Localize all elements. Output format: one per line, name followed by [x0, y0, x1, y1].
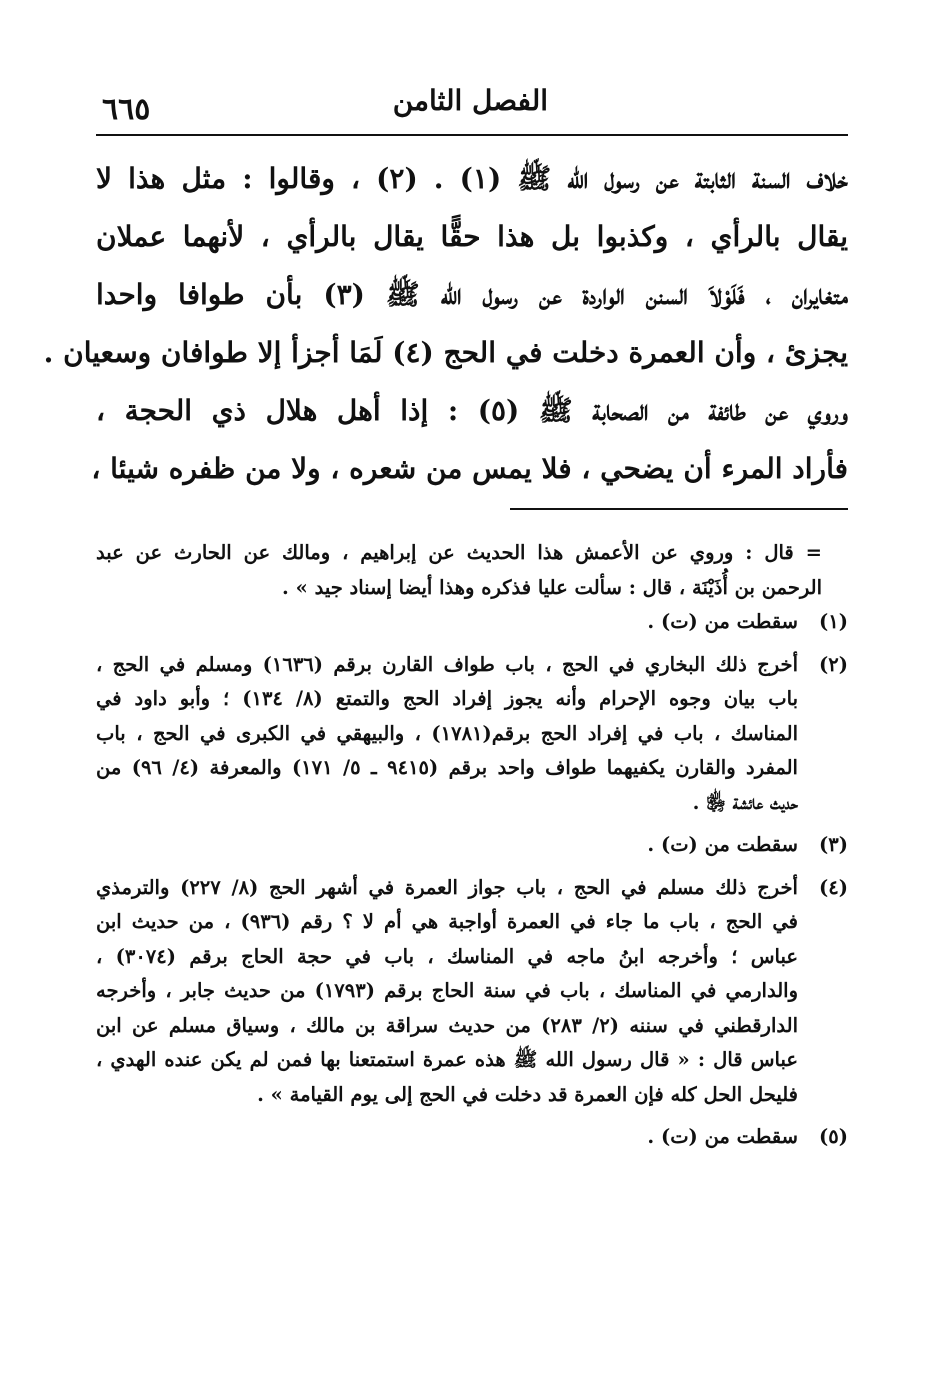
header-rule — [96, 134, 848, 136]
footnote-separator — [510, 508, 848, 510]
footnotes — [96, 536, 848, 1155]
footnote-line: أخرج ذلك مسلم في الحج ، باب جواز العمرة في أشهر الحج (٨/ ٢٢٧) والترمذي — [96, 875, 798, 899]
footnote-line: حديث عائشة ﵂ . — [692, 790, 798, 814]
main-text-line: يجزئ ، وأن العمرة دخلت في الحج (٤) لَمَا أجزأ إلا طوافان وسعيان . — [43, 336, 848, 369]
footnote-line: فليحل الحل كله فإن العمرة قد دخلت في الحج إلى يوم القيامة » . — [257, 1082, 798, 1106]
footnote-line: = قال : وروي عن الأعمش هذا الحديث عن إبراهيم ، ومالك عن الحارث عن عبد — [96, 541, 822, 564]
footnote-continuation — [96, 536, 848, 605]
footnote-number: (٢) — [819, 652, 848, 676]
page-header — [96, 78, 848, 132]
footnote-number: (٣) — [819, 833, 848, 856]
main-text — [43, 150, 849, 498]
main-text-line: خلاف السنة الثابتة عن رسول الله ﷺ (١) . (٢) ، وقالوا : مثل هذا لا — [96, 162, 849, 195]
footnote-line: باب بيان وجوه الإحرام وأنه يجوز إفراد الحج والتمتع (٨/ ١٣٤) ؛ وأبو داود في — [96, 687, 798, 710]
footnote-5 — [96, 1120, 848, 1155]
footnote-line: المناسك ، باب في إفراد الحج برقم(١٧٨١) ، والبيهقي في الكبرى في الحج ، باب — [96, 721, 799, 745]
footnote-line: سقطت من (ت) . — [647, 833, 798, 856]
chapter-title: الفصل الثامن — [392, 84, 548, 117]
footnote-1 — [96, 605, 848, 640]
footnote-2 — [96, 648, 848, 821]
footnote-number: (١) — [819, 610, 848, 633]
main-text-line: فأراد المرء أن يضحي ، فلا يمس من شعره ، ولا من ظفره شيئا ، — [91, 452, 848, 485]
footnote-line: سقطت من (ت) . — [647, 1125, 798, 1148]
page-number: ٦٦٥ — [102, 92, 151, 127]
footnote-line: عباس قال : « قال رسول الله ﷺ هذه عمرة استمتعنا بها فمن لم يكن عنده الهدي ، — [96, 1048, 798, 1071]
footnote-3 — [96, 828, 848, 863]
footnote-line: الرحمن بن أُذَيْنَة ، قال : سألت عليا فذكره وهذا أيضا إسناد جيد » . — [282, 575, 822, 599]
main-text-line: يقال بالرأي ، وكذبوا بل هذا حقًّا يقال بالرأي ، لأنهما عملان — [96, 220, 848, 253]
footnote-line: والدارمي في المناسك ، باب في سنة الحاج برقم (١٧٩٣) من حديث جابر ، وأخرجه — [96, 979, 798, 1002]
footnote-line: الدارقطني في سننه (٢/ ٢٨٣) من حديث سراقة بن مالك ، وسياق مسلم عن ابن — [96, 1013, 798, 1037]
main-text-line: متغايران ، فَلَوْلاَ السنن الواردة عن رسول الله ﷺ (٣) بأن طوافا واحدا — [96, 278, 848, 311]
footnote-line: سقطت من (ت) . — [647, 610, 798, 633]
footnote-4 — [96, 871, 848, 1113]
footnote-line: أخرج ذلك البخاري في الحج ، باب طواف القارن برقم (١٦٣٦) ومسلم في الحج ، — [96, 652, 798, 676]
footnote-number: (٤) — [819, 875, 848, 899]
footnote-number: (٥) — [819, 1125, 848, 1148]
footnote-line: المفرد والقارن يكفيهما طواف واحد برقم (٩٤١٥ ـ ٥/ ١٧١) والمعرفة (٤/ ٩٦) من — [96, 756, 798, 779]
main-text-line: وروي عن طائفة من الصحابة ﷺ (٥) : إذا أهل هلال ذي الحجة ، — [96, 394, 849, 427]
footnote-line: في الحج ، باب ما جاء في العمرة أواجبة هي أم لا ؟ رقم (٩٣٦) ، من حديث ابن — [96, 910, 798, 933]
footnote-line: عباس ؛ وأخرجه ابنُ ماجه في المناسك ، باب في حجة الحاج برقم (٣٠٧٤) ، — [96, 944, 798, 968]
